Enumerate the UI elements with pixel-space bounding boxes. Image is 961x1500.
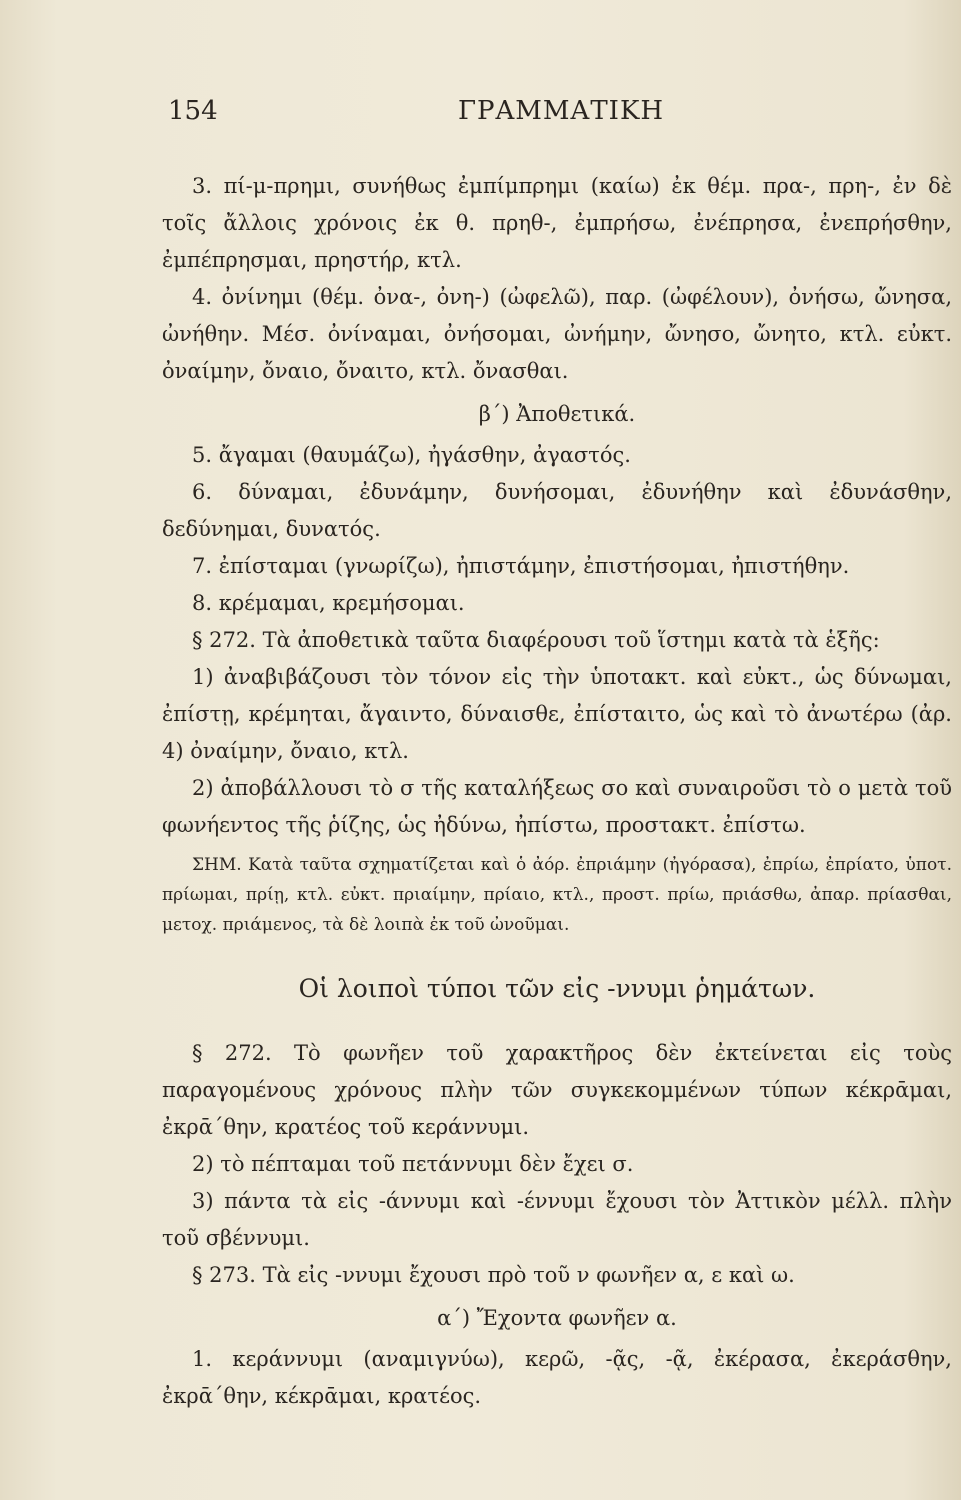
entry-4: 4. ὀνίνημι (θέμ. ὀνα-, ὀνη-) (ὠφελῶ), παρ. (ὠφέλουν), ὀνήσω, ὤνησα, ὠνήθην. Μέσ. ὀνίναμαι, ὀνήσομαι, ὠνήμην, ὤνησο, ὤνητο, κτλ. εὐκτ. ὀναίμην, ὄναιο, ὄναιτο, κτλ. ὄνασθαι. — [162, 285, 952, 383]
page-header — [0, 96, 961, 136]
section-272b-point-3: 3) πάντα τὰ εἰς -άννυμι καὶ -έννυμι ἔχουσι τὸν Ἀττικὸν μέλλ. πλὴν τοῦ σβέννυμι. — [162, 1189, 952, 1250]
section-273: § 273. Τὰ εἰς -ννυμι ἔχουσι πρὸ τοῦ ν φωνῆεν α, ε καὶ ω. — [192, 1263, 795, 1287]
subheading-apothetika: β΄) Ἀποθετικά. — [478, 402, 636, 426]
entry-6: 6. δύναμαι, ἐδυνάμην, δυνήσομαι, ἐδυνήθην καὶ ἐδυνάσθην, δεδύνημαι, δυνατός. — [162, 480, 952, 541]
section-272b-point-2: 2) τὸ πέπταμαι τοῦ πετάννυμι δὲν ἔχει σ. — [192, 1152, 634, 1176]
note: ΣΗΜ. Κατὰ ταῦτα σχηματίζεται καὶ ὁ ἀόρ. ἐπριάμην (ἠγόρασα), ἐπρίω, ἐπρίατο, ὑποτ. πρίωμαι, πρίῃ, κτλ. εὐκτ. πριαίμην, πρίαιο, κτλ., προστ. πρίω, πριάσθω, ἀπαρ. πρίασθαι, μετοχ. πριάμενος, τὰ δὲ λοιπὰ ἐκ τοῦ ὠνοῦμαι. — [162, 855, 952, 935]
entry-8: 8. κρέμαμαι, κρεμήσομαι. — [192, 591, 465, 615]
page-number: 154 — [168, 96, 218, 126]
page-body — [162, 168, 952, 1415]
section-272a: § 272. Τὰ ἀποθετικὰ ταῦτα διαφέρουσι τοῦ ἵστημι κατὰ τὰ ἑξῆς: — [192, 628, 880, 652]
subheading-a: α΄) Ἔχοντα φωνῆεν α. — [437, 1306, 677, 1330]
section-272a-point-1: 1) ἀναβιβάζουσι τὸν τόνον εἰς τὴν ὑποτακτ. καὶ εὐκτ., ὡς δύνωμαι, ἐπίστῃ, κρέμηται, ἄγαιντο, δύναισθε, ἐπίσταιτο, ὡς καὶ τὸ ἀνωτέρω (ἀρ. 4) ὀναίμην, ὄναιο, κτλ. — [162, 665, 952, 763]
entry-7: 7. ἐπίσταμαι (γνωρίζω), ἠπιστάμην, ἐπιστήσομαι, ἠπιστήθην. — [192, 554, 850, 578]
section-272a-point-2: 2) ἀποβάλλουσι τὸ σ τῆς καταλήξεως σο καὶ συναιροῦσι τὸ ο μετὰ τοῦ φωνήεντος τῆς ῥίζης, ὡς ἠδύνω, ἠπίστω, προστακτ. ἐπίστω. — [162, 776, 952, 837]
entry-kerannymi: 1. κεράννυμι (αναμιγνύω), κερῶ, -ᾷς, -ᾷ, ἐκέρασα, ἐκεράσθην, ἐκρᾱ΄θην, κέκρᾱμαι, κρατέος. — [162, 1347, 952, 1408]
section-title: Οἱ λοιποὶ τύποι τῶν εἰς -ννυμι ῥημάτων. — [298, 974, 816, 1003]
entry-3: 3. πί-μ-πρημι, συνήθως ἐμπίμπρημι (καίω) ἐκ θέμ. πρα-, πρη-, ἐν δὲ τοῖς ἄλλοις χρόνοις ἐκ θ. πρηθ-, ἐμπρήσω, ἐνέπρησα, ἐνεπρήσθην, ἐμπέπρησμαι, πρηστήρ, κτλ. — [162, 174, 952, 272]
entry-5: 5. ἄγαμαι (θαυμάζω), ἠγάσθην, ἀγαστός. — [192, 443, 631, 467]
section-272b: § 272. Τὸ φωνῆεν τοῦ χαρακτῆρος δὲν ἐκτείνεται εἰς τοὺς παραγομένους χρόνους πλὴν τῶν συγκεκομμένων τύπων κέκρᾱμαι, ἐκρᾱ΄θην, κρατέος τοῦ κεράννυμι. — [162, 1041, 952, 1139]
running-head: ΓΡΑΜΜΑΤΙΚΗ — [458, 96, 665, 126]
